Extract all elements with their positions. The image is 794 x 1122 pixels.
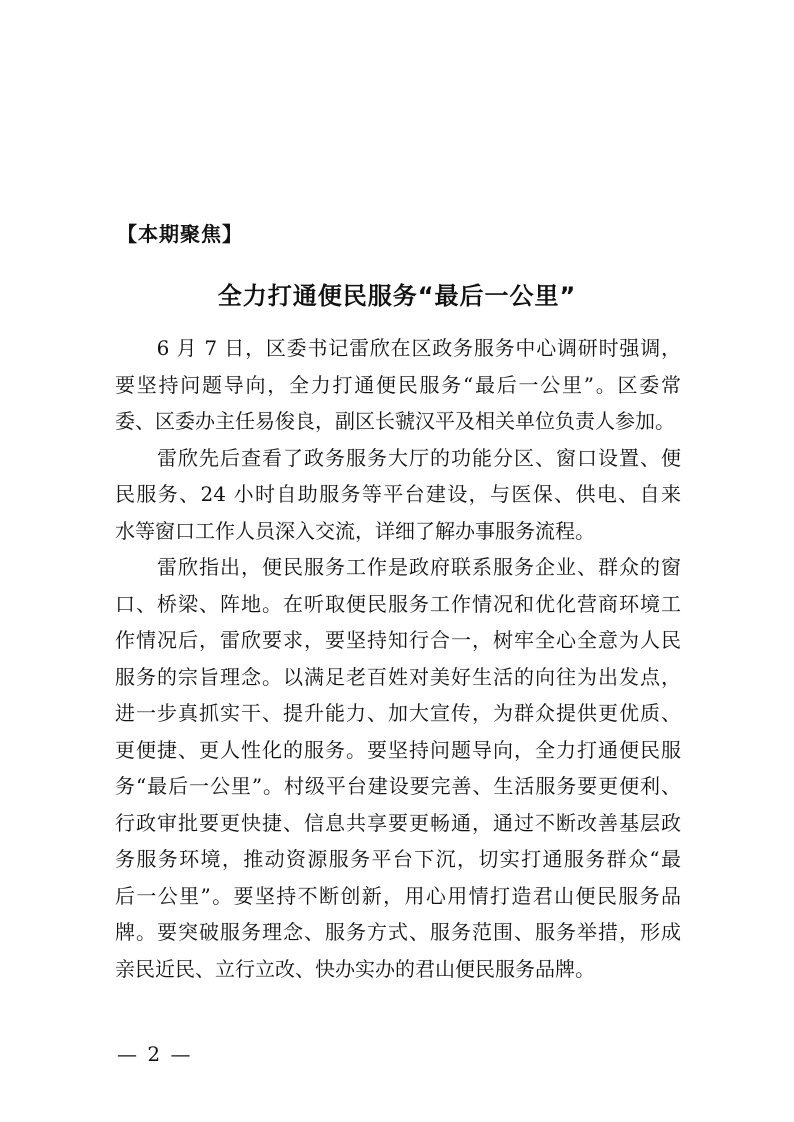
text-line: 民服务、24 小时自助服务等平台建设，与医保、供电、自来 xyxy=(115,482,681,506)
text-line: 务服务环境，推动资源服务平台下沉，切实打通服务群众“最 xyxy=(115,847,681,871)
text-line: 牌。要突破服务理念、服务方式、服务范围、服务举措，形成 xyxy=(115,920,681,944)
article-title: 全力打通便民服务“最后一公里” xyxy=(217,282,577,310)
paragraph xyxy=(115,440,681,550)
text-line: 作情况后，雷欣要求，要坚持知行合一，树牢全心全意为人民 xyxy=(115,628,681,652)
text-line: 雷欣先后查看了政务服务大厅的功能分区、窗口设置、便 xyxy=(115,445,681,470)
text-line: 要坚持问题导向，全力打通便民服务“最后一公里”。区委常 xyxy=(115,372,681,397)
paragraph xyxy=(115,549,681,987)
section-label: 【本期聚焦】 xyxy=(117,222,243,246)
text-line: 雷欣指出，便民服务工作是政府联系服务企业、群众的窗 xyxy=(115,555,681,579)
text-line: 水等窗口工作人员深入交流，详细了解办事服务流程。 xyxy=(115,518,595,543)
text-line: 6 月 7 日，区委书记雷欣在区政务服务中心调研时强调， xyxy=(115,336,681,360)
text-line: 行政审批要更快捷、信息共享要更畅通，通过不断改善基层政 xyxy=(115,810,681,835)
text-line: 进一步真抓实干、提升能力、加大宣传，为群众提供更优质、 xyxy=(115,701,681,725)
text-line: 后一公里”。要坚持不断创新，用心用情打造君山便民服务品 xyxy=(115,883,681,908)
text-line: 务“最后一公里”。村级平台建设要完善、生活服务要更便利、 xyxy=(115,774,681,798)
text-line: 服务的宗旨理念。以满足老百姓对美好生活的向往为出发点， xyxy=(115,664,681,689)
text-line: 更便捷、更人性化的服务。要坚持问题导向，全力打通便民服 xyxy=(115,737,681,762)
article-body xyxy=(115,330,681,987)
page-number: — 2 — xyxy=(117,1042,193,1066)
paragraph xyxy=(115,330,681,440)
text-line: 委、区委办主任易俊良，副区长虢汉平及相关单位负责人参加。 xyxy=(115,409,675,433)
text-line: 口、桥梁、阵地。在听取便民服务工作情况和优化营商环境工 xyxy=(115,591,681,616)
text-line: 亲民近民、立行立改、快办实办的君山便民服务品牌。 xyxy=(115,956,595,981)
